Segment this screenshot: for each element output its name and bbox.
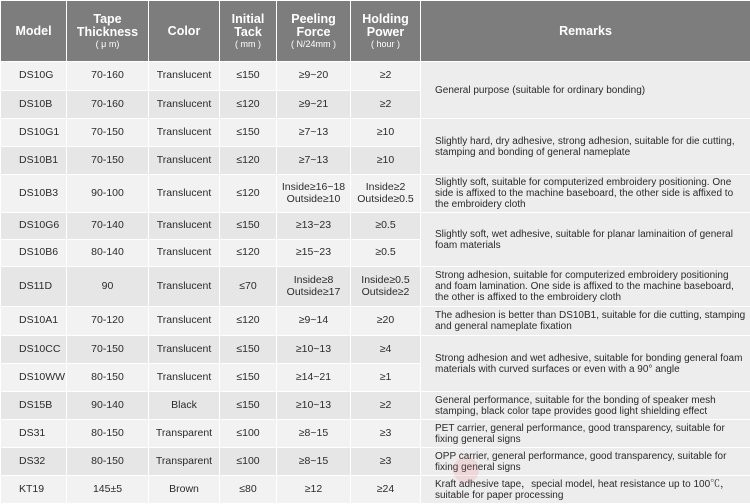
model-cell: DS10B — [1, 91, 67, 119]
peel-cell: ≥7~13 — [277, 147, 351, 175]
hold-cell: ≥0.5 — [351, 240, 421, 267]
peel-outside: Outside≥17 — [280, 287, 347, 299]
thickness-unit: ( μ m) — [69, 39, 146, 50]
col-remarks-header: Remarks — [421, 1, 750, 62]
peel-cell — [277, 267, 351, 307]
tack-cell: ≤100 — [220, 420, 277, 448]
thickness-cell: 145±5 — [67, 476, 149, 504]
peel-cell: ≥7~13 — [277, 119, 351, 147]
thickness-cell: 80-140 — [67, 240, 149, 267]
color-cell: Translucent — [149, 175, 220, 213]
hold-cell: ≥20 — [351, 307, 421, 336]
peel-cell: ≥14~21 — [277, 364, 351, 392]
model-cell: DS10CC — [1, 336, 67, 364]
table-row — [1, 307, 750, 336]
peel-cell: ≥8~15 — [277, 420, 351, 448]
peel-cell: ≥9~20 — [277, 62, 351, 91]
tack-unit: ( mm ) — [222, 39, 274, 50]
tack-cell: ≤120 — [220, 175, 277, 213]
tack-cell: ≤120 — [220, 91, 277, 119]
thickness-cell: 70-160 — [67, 62, 149, 91]
thickness-cell: 70-140 — [67, 213, 149, 240]
remark-cell: OPP carrier, general performance, good transparency, suitable for fixing general signs — [421, 448, 750, 476]
model-cell: KT19 — [1, 476, 67, 504]
tack-cell: ≤150 — [220, 336, 277, 364]
tack-cell: ≤120 — [220, 240, 277, 267]
hold-cell: ≥10 — [351, 147, 421, 175]
table-row — [1, 336, 750, 364]
peel-cell: ≥9~21 — [277, 91, 351, 119]
peel-cell: ≥13~23 — [277, 213, 351, 240]
table-row — [1, 476, 750, 504]
model-cell: DS31 — [1, 420, 67, 448]
remark-cell: Slightly soft, suitable for computerized embroidery positioning. One side is affixed to the machine baseboard, the other side is affixed to the embroidery cloth — [421, 175, 750, 213]
model-cell: DS10B3 — [1, 175, 67, 213]
color-cell: Translucent — [149, 267, 220, 307]
hold-cell: ≥0.5 — [351, 213, 421, 240]
thickness-cell: 90 — [67, 267, 149, 307]
model-cell: DS10WW — [1, 364, 67, 392]
tack-cell: ≤100 — [220, 448, 277, 476]
remark-cell: Slightly hard, dry adhesive, strong adhesion, suitable for die cutting, stamping and bonding of general nameplate — [421, 119, 750, 175]
col-tack-header: Initial Tack ( mm ) — [220, 1, 277, 62]
color-cell: Translucent — [149, 336, 220, 364]
hold-cell: ≥3 — [351, 448, 421, 476]
tack-cell: ≤150 — [220, 392, 277, 420]
model-cell: DS15B — [1, 392, 67, 420]
hold-inside: Inside≥2 — [354, 182, 417, 194]
peel-cell: ≥15~23 — [277, 240, 351, 267]
model-cell: DS10A1 — [1, 307, 67, 336]
remark-cell: The adhesion is better than DS10B1, suitable for die cutting, stamping and general nameplate fixation — [421, 307, 750, 336]
color-cell: Translucent — [149, 213, 220, 240]
thickness-cell: 70-120 — [67, 307, 149, 336]
tack-cell: ≤70 — [220, 267, 277, 307]
table-row — [1, 119, 750, 147]
peel-inside: Inside≥8 — [280, 275, 347, 287]
table-row — [1, 448, 750, 476]
remark-cell: Strong adhesion and wet adhesive, suitable for bonding general foam materials with curved surfaces or even with a 90° angle — [421, 336, 750, 392]
hold-cell: ≥4 — [351, 336, 421, 364]
hold-cell: ≥2 — [351, 392, 421, 420]
table-row — [1, 213, 750, 240]
color-cell: Black — [149, 392, 220, 420]
color-cell: Transparent — [149, 420, 220, 448]
color-cell: Translucent — [149, 91, 220, 119]
peel-outside: Outside≥10 — [280, 194, 347, 206]
header-row — [1, 1, 750, 62]
remark-cell: Kraft adhesive tape，special model, heat resistance up to 100℃，suitable for paper processing — [421, 476, 750, 504]
hold-cell: ≥3 — [351, 420, 421, 448]
thickness-cell: 70-150 — [67, 119, 149, 147]
thickness-cell: 70-150 — [67, 336, 149, 364]
tack-cell: ≤120 — [220, 307, 277, 336]
thickness-cell: 80-150 — [67, 420, 149, 448]
tack-cell: ≤150 — [220, 62, 277, 91]
color-cell: Translucent — [149, 240, 220, 267]
color-cell: Translucent — [149, 364, 220, 392]
peel-cell: ≥10~13 — [277, 336, 351, 364]
hold-cell: ≥2 — [351, 91, 421, 119]
color-cell: Translucent — [149, 62, 220, 91]
col-model-header: Model — [1, 1, 67, 62]
remark-cell: PET carrier, general performance, good transparency, suitable for fixing general signs — [421, 420, 750, 448]
peel-cell: ≥8~15 — [277, 448, 351, 476]
color-cell: Translucent — [149, 147, 220, 175]
thickness-cell: 70-160 — [67, 91, 149, 119]
hold-inside: Inside≥0.5 — [354, 275, 417, 287]
peel-unit: ( N/24mm ) — [279, 39, 348, 50]
remark-cell: Slightly soft, wet adhesive, suitable for planar laminaition of general foam materials — [421, 213, 750, 267]
peel-cell: ≥9~14 — [277, 307, 351, 336]
model-cell: DS10G1 — [1, 119, 67, 147]
color-cell: Transparent — [149, 448, 220, 476]
tack-cell: ≤150 — [220, 364, 277, 392]
tack-cell: ≤150 — [220, 213, 277, 240]
thickness-cell: 80-150 — [67, 364, 149, 392]
table-row — [1, 392, 750, 420]
model-cell: DS10B1 — [1, 147, 67, 175]
col-hold-header: Holding Power ( hour ) — [351, 1, 421, 62]
tack-cell: ≤80 — [220, 476, 277, 504]
peel-cell — [277, 175, 351, 213]
tack-cell: ≤150 — [220, 119, 277, 147]
peel-inside: Inside≥16~18 — [280, 182, 347, 194]
remark-cell: General performance, suitable for the bonding of speaker mesh stamping, black color tape provides good light shielding effect — [421, 392, 750, 420]
model-cell: DS10G6 — [1, 213, 67, 240]
color-cell: Translucent — [149, 307, 220, 336]
thickness-cell: 90-100 — [67, 175, 149, 213]
peel-cell: ≥12 — [277, 476, 351, 504]
model-cell: DS11D — [1, 267, 67, 307]
hold-cell: ≥24 — [351, 476, 421, 504]
col-thickness-header: Tape Thickness ( μ m) — [67, 1, 149, 62]
hold-cell — [351, 175, 421, 213]
thickness-cell: 70-150 — [67, 147, 149, 175]
remark-cell: Strong adhesion, suitable for computerized embroidery positioning and foam lamination. One side is affixed to the machine baseboard, the other is affixed to the embroidery cloth — [421, 267, 750, 307]
model-cell: DS10B6 — [1, 240, 67, 267]
thickness-cell: 90-140 — [67, 392, 149, 420]
hold-outside: Outside≥2 — [354, 287, 417, 299]
peel-cell: ≥10~13 — [277, 392, 351, 420]
remark-cell: General purpose (suitable for ordinary bonding) — [421, 62, 750, 119]
table-row — [1, 175, 750, 213]
color-cell: Brown — [149, 476, 220, 504]
tack-cell: ≤120 — [220, 147, 277, 175]
model-cell: DS10G — [1, 62, 67, 91]
hold-cell — [351, 267, 421, 307]
table-row — [1, 62, 750, 91]
model-cell: DS32 — [1, 448, 67, 476]
table-row — [1, 420, 750, 448]
thickness-cell: 80-150 — [67, 448, 149, 476]
hold-unit: ( hour ) — [353, 39, 418, 50]
col-peel-header: Peeling Force ( N/24mm ) — [277, 1, 351, 62]
hold-cell: ≥10 — [351, 119, 421, 147]
hold-outside: Outside≥0.5 — [354, 194, 417, 206]
hold-cell: ≥2 — [351, 62, 421, 91]
col-color-header: Color — [149, 1, 220, 62]
hold-cell: ≥1 — [351, 364, 421, 392]
table-row — [1, 267, 750, 307]
color-cell: Translucent — [149, 119, 220, 147]
